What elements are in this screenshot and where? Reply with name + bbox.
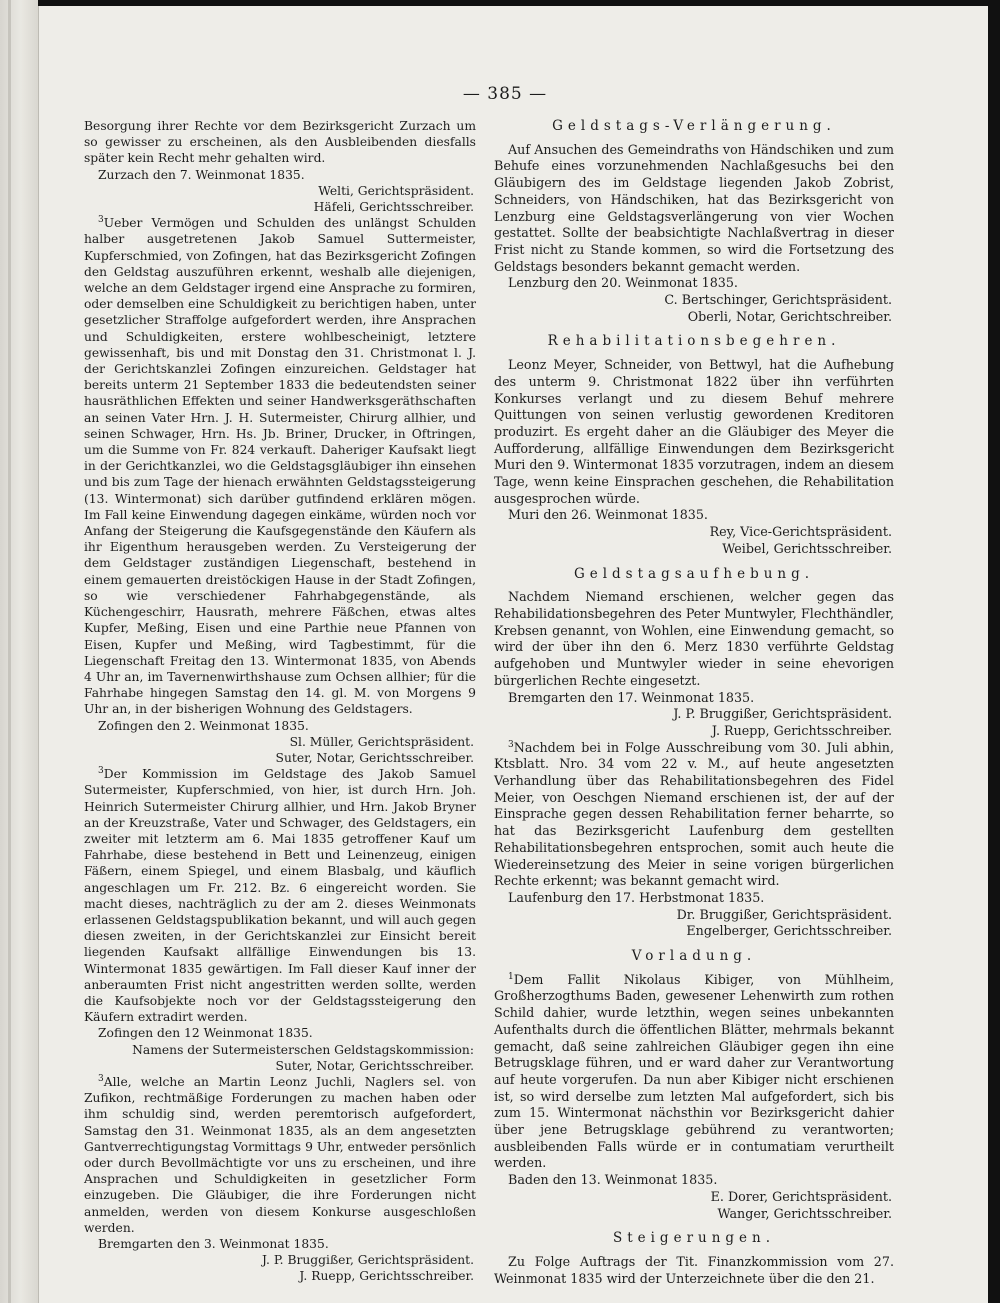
- notice-text: Ueber Vermögen und Schulden des unlängst Schulden halber ausgetretenen Jakob Samuel Suttermeister, Kupferschmied, von Zofingen, hat das Bezirksgericht Zofingen den Geldstag auszuführen erkennt, weshalb alle diejenigen, welche an dem Geldstager irgend eine Ansprache zu formiren, oder demselben eine Schuldigkeit zu berichtigen haben, unter gesetzlicher Straffolge aufgefordert werden, ihre Ansprachen und Schuldigkeiten, erstere wohlbescheinigt, letztere gewissenhaft, bis und mit Donstag den 31. Christmonat l. J. der Gerichtskanzlei Zofingen einzureichen. Geldstager hat bereits unterm 21 September 1833 die bedeutendsten seiner hausräthlichen Effekten und seiner Handwerksgeräthschaften an seinen Vater Hrn. J. H. Sutermeister, Chirurg allhier, und seinen Schwager, Hrn. Hs. Jb. Briner, Drucker, in Oftringen, um die Summe von Fr. 824 verkauft. Daheriger Kaufsakt liegt in der Gerichtkanzlei, wo die Geldstagsgläubiger ihn einsehen und bis zum Tage der hienach erwähnten Geldstagssteigerung (13. Wintermonat) sich darüber gutfindend erklären mögen. Im Fall keine Einwendung dagegen einkäme, würden noch vor Anfang der Steigerung die Kaufsgegenstände den Käufern als ihr Eigenthum herausgeben werden. Zu Versteigerung der dem Geldstager zuständigen Liegenschaft, bestehend in einem gemauerten dreistöckigen Hause in der Stadt Zofingen, so wie verschiedener Fahrhabgegenstände, als Küchengeschirr, Hausrath, mehrere Fäßchen, etwas altes Kupfer, Meßing, Eisen und eine Parthie neue Pfannen von Eisen, Kupfer und Meßing, wird Tagbestimmt, für die Liegenschaft Freitag den 13. Wintermonat 1835, von Abends 4 Uhr an, im Tavernenwirthshause zum Ochsen allhier; für die Fahrhabe hingegen Samstag den 14. gl. M. von Morgens 9 Uhr an, in der bisherigen Wohnung des Geldstagers.: [84, 216, 476, 717]
- section-heading: Rehabilitationsbegehren.: [547, 333, 841, 350]
- footnote-mark: 3: [98, 215, 104, 226]
- footnote-mark: 3: [508, 739, 514, 750]
- notice-signature: Rey, Vice-Gerichtspräsident.: [709, 524, 892, 540]
- page-number: — 385 —: [462, 84, 548, 104]
- notice-text: Nachdem bei in Folge Ausschreibung vom 30. Juli abhin, Ktsblatt. Nro. 34 vom 22 v. M., auf heute angesetzten Verhandlung über das Rehabilitationsbegehren des Fidel Meier, von Oeschgen Niemand erschienen ist, der auf der Einsprache gegen dessen Rehabilitation ferner beharrte, so hat das Bezirksgericht Laufenburg dem gestellten Rehabilitationsbegehren entsprochen, somit auch heute die Wiedereinsetzung des Meier in seine vorigen bürgerlichen Rechte erkennt; was bekannt gemacht wird.: [494, 739, 894, 889]
- footnote-mark: 3: [98, 1073, 104, 1084]
- notice-place-date: Laufenburg den 17. Herbstmonat 1835.: [508, 889, 765, 905]
- notice-signature: Engelberger, Gerichtsschreiber.: [686, 923, 892, 939]
- notice-signature: Welti, Gerichtspräsident.: [318, 183, 474, 198]
- notice-signature: J. Ruepp, Gerichtsschreiber.: [299, 1269, 474, 1284]
- notice-paragraph: [494, 972, 894, 1172]
- notice-paragraph: [494, 740, 894, 890]
- right-column: [494, 118, 894, 1287]
- notice-place-date: Bremgarten den 17. Weinmonat 1835.: [508, 689, 755, 705]
- notice-place-date: Baden den 13. Weinmonat 1835.: [508, 1172, 718, 1188]
- notice-signature: J. P. Bruggißer, Gerichtspräsident.: [262, 1253, 474, 1268]
- notice-signature: Weibel, Gerichtsschreiber.: [722, 540, 892, 556]
- notice-signature: Häfeli, Gerichtsschreiber.: [313, 200, 474, 215]
- section-heading: Geldstagsaufhebung.: [573, 565, 815, 582]
- section-heading: Geldstags-Verlängerung.: [552, 118, 836, 134]
- notice-place-date: Zofingen den 12 Weinmonat 1835.: [98, 1026, 313, 1041]
- notice-text: Nachdem Niemand erschienen, welcher gegen das Rehabilidationsbegehren des Peter Muntwyler, Flechthändler, Krebsen genannt, von Wohlen, eine Einwendung gemacht, so wird der über ihn den 6. Merz 1830 verführte Geldstag aufgehoben und Muntwyler wieder in seine ehevorigen bürgerlichen Rechte eingesetzt.: [494, 589, 894, 688]
- footnote-mark: 3: [98, 766, 104, 777]
- notice-text: Leonz Meyer, Schneider, von Bettwyl, hat die Aufhebung des unterm 9. Christmonat 1822 über ihn verführten Konkurses verlangt und zu diesem Behuf mehrere Quittungen von seinen verlustig gewordenen Kreditoren produzirt. Es ergeht daher an die Gläubiger des Meyer die Aufforderung, allfällige Einwendungen dem Bezirksgericht Muri den 9. Wintermonat 1835 vorzutragen, indem an diesem Tage, wenn keine Einsprachen geschehen, die Rehabilitation ausgesprochen würde.: [494, 357, 894, 506]
- notice-text: Zu Folge Auftrags der Tit. Finanzkommission vom 27. Weinmonat 1835 wird der Unterzeichnete über die den 21.: [494, 1254, 894, 1286]
- notice-signature: Namens der Sutermeisterschen Geldstagskommission:: [132, 1042, 474, 1057]
- scan-border-top: [38, 0, 988, 6]
- notice-signature: Oberli, Notar, Gerichtschreiber.: [687, 308, 892, 324]
- notice-signature: Suter, Notar, Gerichtsschreiber.: [275, 1058, 474, 1073]
- notice-signature: Dr. Bruggißer, Gerichtspräsident.: [676, 906, 892, 922]
- notice-place-date: Bremgarten den 3. Weinmonat 1835.: [98, 1237, 329, 1252]
- book-binding-edge: [0, 0, 39, 1303]
- notice-paragraph: [84, 766, 476, 1025]
- notice-text: Auf Ansuchen des Gemeindraths von Händschiken und zum Behufe eines vorzunehmenden Nachlaßgesuchs bei den Gläubigern des im Geldstage liegenden Jakob Zobrist, Schneiders, von Händschiken, hat das Bezirksgericht von Lenzburg eine Geldstagsverlängerung von vier Wochen gestattet. Sollte der beabsichtigte Nachlaßvertrag in dieser Frist nicht zu Stande kommen, so wird die Fortsetzung des Geldstags besonders bekannt gemacht werden.: [494, 141, 894, 274]
- notice-signature: J. P. Bruggißer, Gerichtspräsident.: [673, 706, 892, 722]
- notice-place-date: Zurzach den 7. Weinmonat 1835.: [98, 167, 305, 182]
- notice-signature: Wanger, Gerichtsschreiber.: [717, 1205, 892, 1221]
- notice-place-date: Muri den 26. Weinmonat 1835.: [508, 507, 708, 523]
- notice-place-date: Zofingen den 2. Weinmonat 1835.: [98, 718, 309, 733]
- notice-signature: C. Bertschinger, Gerichtspräsident.: [664, 292, 892, 308]
- notice-paragraph: [84, 1074, 476, 1236]
- notice-text: Alle, welche an Martin Leonz Juchli, Naglers sel. von Zufikon, rechtmäßige Forderungen zu machen haben oder ihm schuldig sind, werden peremtorisch aufgefordert, Samstag den 31. Weinmonat 1835, als an dem angesetzten Gantverrechtigungstag Vormittags 9 Uhr, entweder persönlich oder durch Bevollmächtigte vor uns zu erscheinen, und ihre Ansprachen und Schuldigkeiten in gesetzlicher Form einzugeben. Die Gläubiger, die ihre Forderungen nicht anmelden, werden von diesem Konkurse ausgeschloßen werden.: [84, 1074, 476, 1235]
- notice-text: Besorgung ihrer Rechte vor dem Bezirksgericht Zurzach um so gewisser zu erscheinen, als den Ausbleibenden diesfalls später kein Recht mehr gehalten wird.: [84, 119, 476, 166]
- notice-text: Der Kommission im Geldstage des Jakob Samuel Sutermeister, Kupferschmied, von hier, ist durch Hrn. Joh. Heinrich Sutermeister Chirurg allhier, und Hrn. Jakob Bryner an der Kreuzstraße, Vater und Schwager, des Geldstagers, ein zweiter mit letzterm am 6. Mai 1835 getroffener Kauf um Fahrhabe, diese bestehend in Bett und Leinenzeug, einigen Fäßern, einem Spiegel, und einem Blasbalg, und käuflich angeschlagen um Fr. 212. Bz. 6 eingereicht worden. Sie macht dieses, nachträglich zu der am 2. dieses Weinmonats erlassenen Geldstagspublikation bekannt, und will auch gegen diesen zweiten, in der Gerichtskanzlei zur Einsicht bereit liegenden Kaufsakt allfällige Einwendungen bis 13. Wintermonat 1835 gewärtigen. Im Fall dieser Kauf inner der anberaumten Frist nicht angestritten werden sollte, werden die Kaufsobjekte noch vor der Geldstagssteigerung den Käufern extradirt werden.: [84, 767, 476, 1025]
- notice-paragraph: [84, 215, 476, 717]
- footnote-mark: 1: [508, 971, 514, 982]
- notice-text: Dem Fallit Nikolaus Kibiger, von Mühlheim, Großherzogthums Baden, gewesener Lehenwirth zum rothen Schild dahier, wurde letzthin, wegen seines unbekannten Aufenthalts durch die öffentlichen Blätter, mehrmals bekannt gemacht, daß seine zahlreichen Gläubiger gegen ihn eine Betrugsklage führen, und er ward daher zur Verantwortung auf heute vorgerufen. Da nun aber Kibiger nicht erschienen ist, so wird derselbe zum letzten Mal aufgefordert, sich bis zum 15. Wintermonat nächsthin vor Bezirksgericht dahier über jene Betrugsklage gebührend zu verantworten; ausbleibenden Falls würde er in contumatiam verurtheilt werden.: [494, 971, 894, 1171]
- notice-signature: Sl. Müller, Gerichtspräsident.: [289, 734, 474, 749]
- notice-signature: E. Dorer, Gerichtspräsident.: [710, 1188, 892, 1204]
- notice-signature: Suter, Notar, Gerichtsschreiber.: [275, 750, 474, 765]
- left-column: [84, 118, 476, 1285]
- section-heading: Steigerungen.: [612, 1230, 776, 1247]
- notice-place-date: Lenzburg den 20. Weinmonat 1835.: [508, 275, 738, 291]
- scan-border-right: [988, 0, 1000, 1303]
- notice-signature: J. Ruepp, Gerichtsschreiber.: [711, 722, 892, 738]
- section-heading: Vorladung.: [631, 948, 757, 965]
